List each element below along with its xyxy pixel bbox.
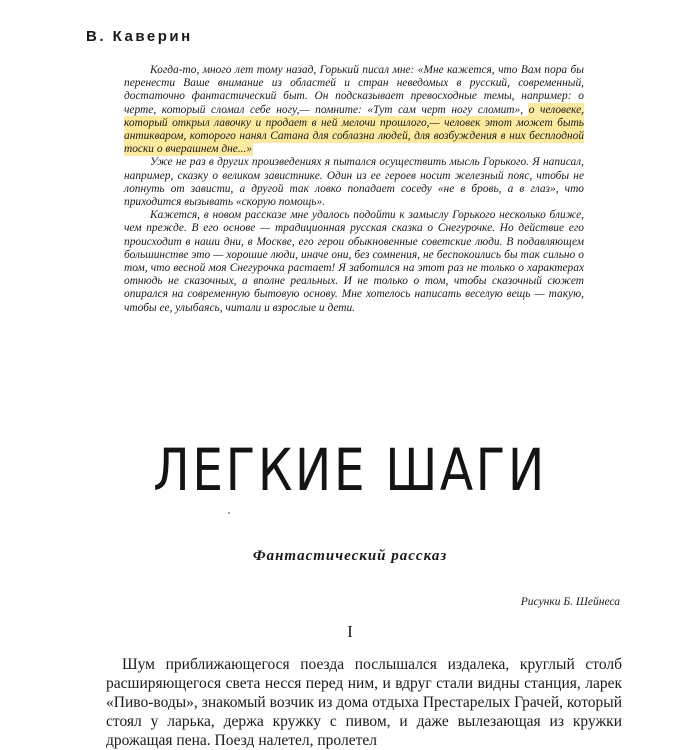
- story-paragraph: Шум приближающегося поезда послышался издалека, круглый столб расширяющегося света несся перед ним, и вдруг стали видны станция, ларек «Пиво-воды», знакомый возчик из дома отдыха Престарелых Грачей, который стоял у ларька, держа кружку с пивом, и даже вылезающая из кружки дрожащая пена. Поезд налетел, пролетел: [106, 656, 622, 749]
- preface-paragraph: Кажется, в новом рассказе мне удалось подойти к замыслу Горького несколько ближе, чем прежде. В его основе — традиционная русская сказка о Снегурочке. Но действие его происходит в наши дни, в Москве, его герои обыкновенные советские люди. В подавляющем большинстве это — хорошие люди, иначе они, без сомнения, не беспокоились бы так сильно о том, что весной моя Снегурочка растает! Я заботился на этот раз не только о характерах отнюдь не сказочных, а вполне реальных. И не только о том, чтобы сказочный сюжет опирался на современную бытовую основу. Мне хотелось написать веселую вещь — такую, чтобы ее, улыбаясь, читали и взрослые и дети.: [124, 209, 584, 314]
- preface-text: Когда-то, много лет тому назад, Горький писал мне: «Мне кажется, что Вам пора бы перенести Ваше внимание из областей и стран неведомых в русский, современный, достаточно фантастический быт. Он подсказывает превосходные темы, например: о черте, который сломал себе ногу,— помните: «Тут сам черт ногу сломит»,: [124, 64, 584, 116]
- illustrations-credit: Рисунки Б. Шейнеса: [520, 596, 620, 608]
- preface-paragraph: Уже не раз в других произведениях я пытался осуществить мысль Горького. Я написал, например, сказку о великом завистнике. Один из ее героев носит железный пояс, чтобы не лопнуть от зависти, а другой так ловко попадает соседу «не в бровь, а в глаз», что приходится вызывать «скорую помощь».: [124, 156, 584, 209]
- author-preface: [124, 64, 584, 315]
- story-title: ЛЕГКИЕ ШАГИ: [153, 436, 547, 504]
- preface-paragraph: [124, 64, 584, 156]
- story-subtitle: Фантастический рассказ: [252, 548, 448, 564]
- highlighted-quote: о человеке, который открыл лавочку и продает в ней мелочи прошлого,— человек этот может быть антикваром, которого нанял Сатана для соблазна людей, для возбуждения в них бесплодной тоски о вчерашнем дне...»: [124, 103, 584, 156]
- story-body: [106, 655, 622, 750]
- running-header-author: В. Каверин: [86, 28, 193, 45]
- chapter-number: I: [347, 622, 353, 641]
- print-speck: [228, 512, 230, 514]
